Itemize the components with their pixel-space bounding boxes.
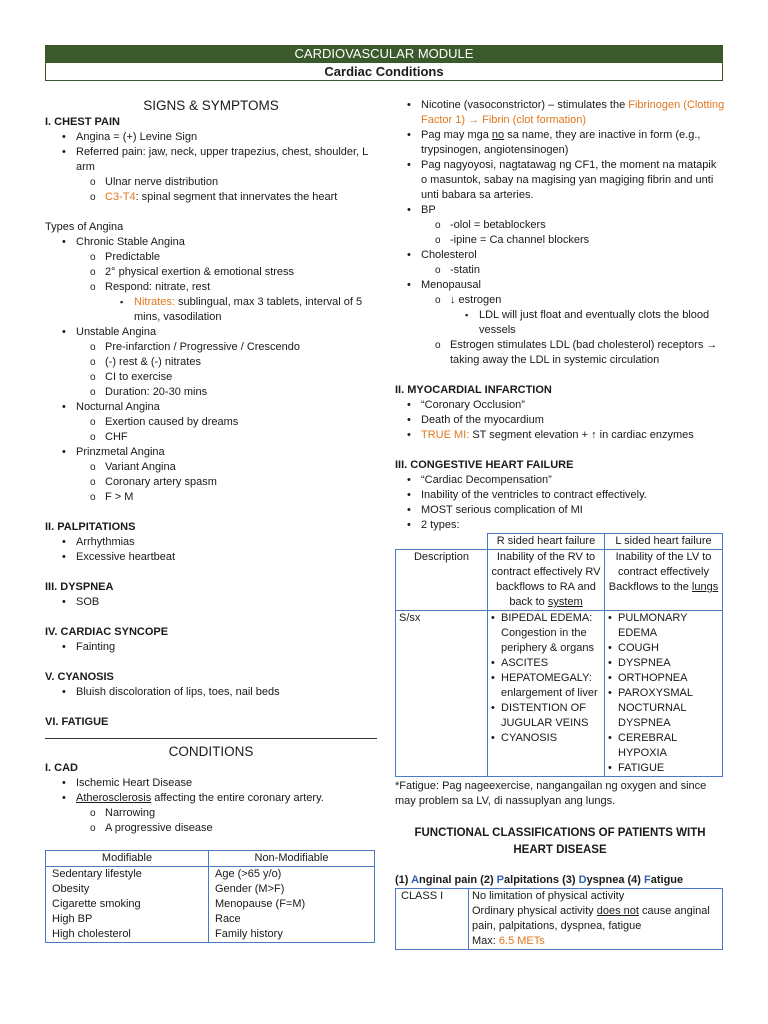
list-item-text: sa name, they are inactive in form (e.g., trypsinogen, angiotensinogen): [421, 129, 701, 156]
list-item: • Death of the myocardium: [390, 413, 725, 428]
list-item: • Excessive heartbeat: [45, 550, 377, 565]
table-cell: [605, 550, 723, 611]
list-item-text: Menopausal: [421, 279, 481, 291]
list-item-text: Nicotine (vasoconstrictor) – stimulates the: [421, 99, 629, 111]
list-item: • CYANOSIS: [491, 731, 601, 746]
list-item: • Ischemic Heart Disease: [45, 776, 377, 791]
key-word: atigue: [650, 874, 684, 886]
list-item: • “Cardiac Decompensation”: [390, 473, 725, 488]
list-item: • ORTHOPNEA: [608, 671, 719, 686]
table-cell: High BP: [46, 912, 209, 927]
cell-text: Inability of the RV to contract effectively RV backflows to RA and back to: [491, 551, 601, 608]
table-cell: Age (>65 y/o): [209, 867, 375, 883]
functional-class-table: [395, 888, 723, 950]
table-cell: [488, 550, 605, 611]
dyspnea-heading: III. DYSPNEA: [45, 581, 114, 593]
chf-heading: III. CONGESTIVE HEART FAILURE: [395, 459, 574, 471]
class-desc-line: [472, 934, 719, 949]
underlined-text: no: [491, 129, 505, 141]
list-item: [390, 293, 725, 338]
table-cell: Gender (M>F): [209, 882, 375, 897]
left-column: [45, 97, 377, 943]
cad-heading: I. CAD: [45, 762, 78, 774]
list-item-text: Unstable Angina: [76, 326, 157, 338]
key-letter: D: [578, 874, 587, 886]
list-item: [390, 278, 725, 368]
list-item: [45, 791, 377, 836]
list-item: o A progressive disease: [45, 821, 377, 836]
underlined-text: system: [547, 596, 583, 608]
section-divider: [45, 738, 377, 739]
list-item: o Coronary artery spasm: [45, 475, 377, 490]
list-item: • “Coronary Occlusion”: [390, 398, 725, 413]
list-item: • SOB: [45, 595, 377, 610]
cell-text: Inability of the LV to contract effectively Backflows to the: [608, 551, 712, 593]
table-row: [396, 611, 723, 777]
list-item-text: Referred pain: jaw, neck, upper trapezius, chest, shoulder, L arm: [76, 146, 368, 173]
list-item: [45, 400, 377, 445]
list-item-text: ST segment elevation + ↑ in cardiac enzymes: [469, 429, 694, 441]
key-number: (2): [480, 874, 497, 886]
table-cell: Family history: [209, 927, 375, 943]
list-item: • 2 types:: [390, 518, 725, 533]
table-row: [46, 897, 375, 912]
key-letter: F: [644, 874, 651, 886]
fatigue-heading: VI. FATIGUE: [45, 716, 109, 728]
list-item-text: Pag may mga: [421, 129, 492, 141]
table-row: [396, 550, 723, 611]
table-cell: Description: [396, 550, 488, 611]
list-item: o Predictable: [45, 250, 377, 265]
key-word: nginal pain: [419, 874, 481, 886]
syncope-heading: IV. CARDIAC SYNCOPE: [45, 626, 169, 638]
list-item: [45, 445, 377, 505]
list-item: [45, 235, 377, 325]
table-header-empty: [396, 534, 488, 550]
highlight-text: 6.5 METs: [498, 935, 545, 947]
list-item: • FATIGUE: [608, 761, 719, 776]
list-item: • COUGH: [608, 641, 719, 656]
list-item: [45, 295, 377, 325]
cyanosis-heading: V. CYANOSIS: [45, 671, 114, 683]
list-item: [390, 203, 725, 248]
classification-key: [395, 873, 725, 888]
cell-text: Ordinary physical activity: [472, 905, 597, 917]
functional-classification-title: FUNCTIONAL CLASSIFICATIONS OF PATIENTS WITH HEART DISEASE: [414, 827, 706, 856]
list-item-text: affecting the entire coronary artery.: [151, 792, 324, 804]
list-item-text: ↓ estrogen: [450, 294, 502, 306]
list-item: • ASCITES: [491, 656, 601, 671]
key-letter: P: [496, 874, 505, 886]
list-item: • Angina = (+) Levine Sign: [45, 130, 377, 145]
chest-pain-list: [45, 130, 377, 205]
list-item: • BIPEDAL EDEMA: Congestion in the periphery & organs: [491, 611, 601, 656]
list-item: o Narrowing: [45, 806, 377, 821]
table-row: [46, 912, 375, 927]
list-item: [45, 325, 377, 400]
module-title-bar: CARDIOVASCULAR MODULE: [45, 45, 723, 62]
list-item-text: Prinzmetal Angina: [76, 446, 165, 458]
list-item-text: sublingual, max 3 tablets, interval of 5 mins, vasodilation: [134, 296, 363, 323]
list-item: [390, 128, 725, 158]
types-of-angina-heading: Types of Angina: [45, 221, 124, 233]
list-item: • CEREBRAL HYPOXIA: [608, 731, 719, 761]
heart-failure-table: [395, 533, 723, 777]
list-item: • HEPATOMEGALY: enlargement of liver: [491, 671, 601, 701]
highlight-text: TRUE MI:: [421, 429, 470, 441]
list-item-text: : spinal segment that innervates the heart: [135, 191, 338, 203]
table-cell: [469, 889, 723, 950]
list-item: • Fainting: [45, 640, 377, 655]
list-item: o Duration: 20-30 mins: [45, 385, 377, 400]
table-header: L sided heart failure: [605, 534, 723, 550]
table-header: Modifiable: [46, 851, 209, 867]
highlight-text: C3-T4: [105, 191, 136, 203]
fatigue-note: *Fatigue: Pag nageexercise, nangangailan ng oxygen and since may problem sa LV, di nassuplyan ang lungs.: [395, 780, 707, 807]
key-word: yspnea: [586, 874, 628, 886]
table-header: Non-Modifiable: [209, 851, 375, 867]
key-number: (3): [562, 874, 579, 886]
table-row: [396, 889, 723, 950]
underlined-text: lungs: [691, 581, 719, 593]
list-item: o 2° physical exertion & emotional stress: [45, 265, 377, 280]
list-item: ▪ LDL will just float and eventually clots the blood vessels: [390, 308, 725, 338]
table-cell: Cigarette smoking: [46, 897, 209, 912]
underlined-text: Atherosclerosis: [76, 792, 152, 804]
table-row: [46, 882, 375, 897]
list-item: o -olol = betablockers: [390, 218, 725, 233]
table-row: [46, 927, 375, 943]
mi-heading: II. MYOCARDIAL INFARCTION: [395, 384, 552, 396]
cell-text: Max:: [472, 935, 499, 947]
class-desc-line: [472, 904, 719, 934]
chest-pain-heading: I. CHEST PAIN: [45, 116, 120, 128]
list-item: • Pag nagyoyosi, nagtatawag ng CF1, the moment na matapik o masuntok, sabay na magising yan magiging fibrin and unti unti babara sa arteries.: [390, 158, 725, 203]
highlight-text: Nitrates:: [134, 296, 175, 308]
list-item: [390, 248, 725, 278]
list-item: • MOST serious complication of MI: [390, 503, 725, 518]
list-item: • Inability of the ventricles to contract effectively.: [390, 488, 725, 503]
list-item: o Pre-infarction / Progressive / Crescendo: [45, 340, 377, 355]
table-cell: High cholesterol: [46, 927, 209, 943]
list-item-text: BP: [421, 204, 436, 216]
list-item: o Exertion caused by dreams: [45, 415, 377, 430]
list-item: • PAROXYSMAL NOCTURNAL DYSPNEA: [608, 686, 719, 731]
list-item: o CI to exercise: [45, 370, 377, 385]
list-item: o (-) rest & (-) nitrates: [45, 355, 377, 370]
list-item: • Bluish discoloration of lips, toes, nail beds: [45, 685, 377, 700]
key-word: alpitations: [504, 874, 563, 886]
table-cell: CLASS I: [396, 889, 469, 950]
list-item: o -ipine = Ca channel blockers: [390, 233, 725, 248]
table-cell: Obesity: [46, 882, 209, 897]
list-item: o Ulnar nerve distribution: [45, 175, 377, 190]
table-cell: Menopause (F=M): [209, 897, 375, 912]
list-item-text: Respond: nitrate, rest: [105, 281, 211, 293]
key-number: (1): [395, 874, 412, 886]
palpitations-heading: II. PALPITATIONS: [45, 521, 136, 533]
list-item: o CHF: [45, 430, 377, 445]
list-item: [45, 280, 377, 325]
list-item: • PULMONARY EDEMA: [608, 611, 719, 641]
conditions-title: CONDITIONS: [168, 744, 254, 759]
list-item: o F > M: [45, 490, 377, 505]
signs-symptoms-title: SIGNS & SYMPTOMS: [143, 98, 279, 113]
list-item: o -statin: [390, 263, 725, 278]
list-item: [390, 428, 725, 443]
right-column: [395, 98, 725, 950]
list-item: o Variant Angina: [45, 460, 377, 475]
list-item: [45, 145, 377, 205]
table-cell: [488, 611, 605, 777]
key-letter: A: [411, 874, 420, 886]
list-item-text: Nocturnal Angina: [76, 401, 160, 413]
risk-factors-table: [45, 850, 375, 943]
list-item-text: Cholesterol: [421, 249, 477, 261]
highlight-text: Fibrinogen (Clotting Factor 1) → Fibrin (clot formation): [421, 99, 725, 126]
table-row: [46, 867, 375, 883]
list-item: [390, 98, 725, 128]
angina-types-list: [45, 235, 377, 505]
underlined-text: does not: [596, 905, 639, 917]
list-item: • Arrhythmias: [45, 535, 377, 550]
list-item-text: Chronic Stable Angina: [76, 236, 185, 248]
table-cell: S/sx: [396, 611, 488, 777]
page-subtitle: Cardiac Conditions: [45, 62, 723, 81]
table-header: R sided heart failure: [488, 534, 605, 550]
list-item: o Estrogen stimulates LDL (bad cholesterol) receptors → taking away the LDL in systemic circulation: [390, 338, 725, 368]
class-desc-line: No limitation of physical activity: [472, 890, 625, 902]
list-item: • DISTENTION OF JUGULAR VEINS: [491, 701, 601, 731]
table-cell: Race: [209, 912, 375, 927]
cell-text: cause anginal pain, palpitations, dyspnea, fatigue: [472, 905, 710, 932]
table-cell: Sedentary lifestyle: [46, 867, 209, 883]
list-item: • DYSPNEA: [608, 656, 719, 671]
table-cell: [605, 611, 723, 777]
key-number: (4): [627, 874, 644, 886]
list-item: [45, 190, 377, 205]
